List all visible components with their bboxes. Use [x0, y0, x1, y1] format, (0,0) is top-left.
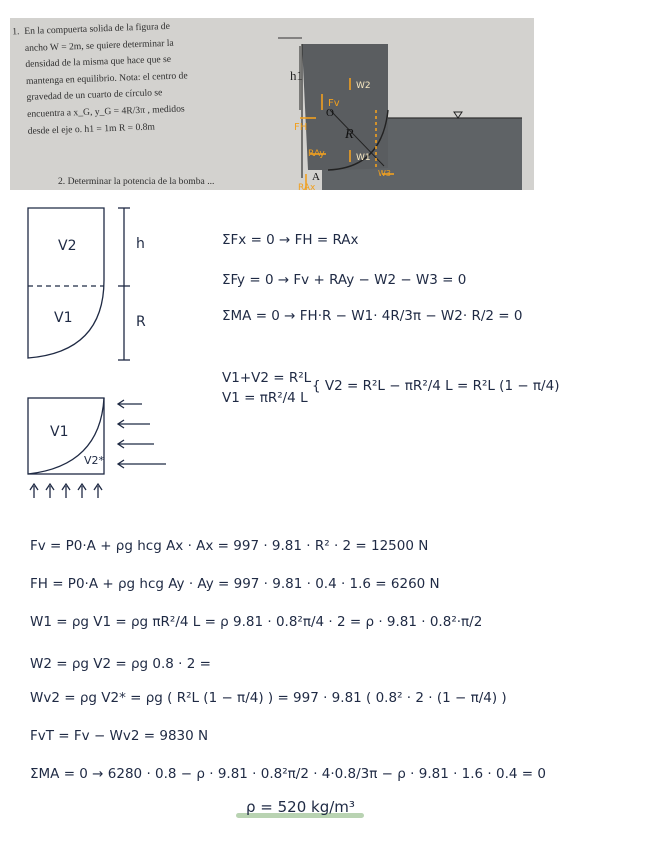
sketch1-v1: V1	[54, 310, 73, 326]
eq-sum-ma: ΣMA = 0 → FH·R − W1· 4R/3π − W2· R/2 = 0	[222, 308, 523, 324]
result-density: ρ = 520 kg/m³	[246, 798, 355, 816]
label-A: A	[312, 171, 320, 183]
label-O: O	[326, 107, 334, 119]
eq-vol-v1: V1 = πR²/4 L	[222, 390, 308, 406]
eq-sum-fy: ΣFy = 0 → Fv + RAy − W2 − W3 = 0	[222, 272, 467, 288]
sketch1-h: h	[136, 236, 145, 252]
problem-line: gravedad de un cuarto de círculo se	[26, 87, 163, 104]
problem-line: desde el eje o. h1 = 1m R = 0.8m	[27, 121, 156, 137]
calc-fv: Fv = P0·A + ρg hcg Ax · Ax = 997 · 9.81 · R² · 2 = 12500 N	[30, 538, 429, 554]
label-Fv: Fv	[328, 98, 340, 109]
calc-w2: W2 = ρg V2 = ρg 0.8 · 2 =	[30, 656, 211, 672]
label-Ay: RAy	[308, 149, 325, 159]
sketch2-v2: V2*	[84, 454, 105, 467]
label-h1: h1	[290, 68, 303, 83]
next-problem-number: 2.	[58, 176, 66, 187]
sketch1-outline	[28, 208, 104, 358]
label-Ax: RAx	[298, 183, 316, 190]
calc-w1: W1 = ρg V1 = ρg πR²/4 L = ρ 9.81 · 0.8²π/4 · 2 = ρ · 9.81 · 0.8²·π/2	[30, 614, 483, 630]
label-w3: W3	[378, 169, 391, 178]
problem-line: ancho W = 2m, se quiere determinar la	[24, 37, 174, 54]
next-problem-text: Determinar la potencia de la bomba ...	[67, 176, 215, 187]
problem-line: En la compuerta solida de la figura de	[24, 20, 171, 37]
label-w2: W2	[356, 81, 371, 91]
label-w1: W1	[356, 153, 371, 163]
label-R: R	[345, 127, 354, 142]
sketch1-v2: V2	[58, 238, 77, 254]
problem-line: mantenga en equilibrio. Nota: el centro de	[25, 70, 188, 87]
problem-line: encuentra a x_G, y_G = 4R/3π , medidos	[26, 103, 185, 120]
calc-wv2: Wv2 = ρg V2* = ρg ( R²L (1 − π/4) ) = 997 · 9.81 ( 0.8² · 2 · (1 − π/4) )	[30, 690, 507, 706]
pressure-arrows-vertical	[30, 484, 102, 498]
label-Fh: FH	[294, 122, 308, 133]
eq-vol-v2: { V2 = R²L − πR²/4 L = R²L (1 − π/4)	[312, 378, 560, 394]
sketch1-R: R	[136, 314, 146, 330]
problem-number: 1.	[12, 26, 20, 38]
sketch2-v1: V1	[50, 424, 69, 440]
calc-fvt: FvT = Fv − Wv2 = 9830 N	[30, 728, 209, 744]
problem-line: densidad de la misma que hace que se	[25, 54, 172, 71]
eq-vol-sum: V1+V2 = R²L	[222, 370, 312, 386]
calc-fh: FH = P0·A + ρg hcg Ay · Ay = 997 · 9.81 · 0.4 · 1.6 = 6260 N	[30, 576, 440, 592]
pressure-arrows-horizontal	[118, 400, 166, 468]
calc-sum-ma: ΣMA = 0 → 6280 · 0.8 − ρ · 9.81 · 0.8²π/2 · 4·0.8/3π − ρ · 9.81 · 1.6 · 0.4 = 0	[30, 766, 546, 782]
eq-sum-fx: ΣFx = 0 → FH = RAx	[222, 232, 359, 248]
